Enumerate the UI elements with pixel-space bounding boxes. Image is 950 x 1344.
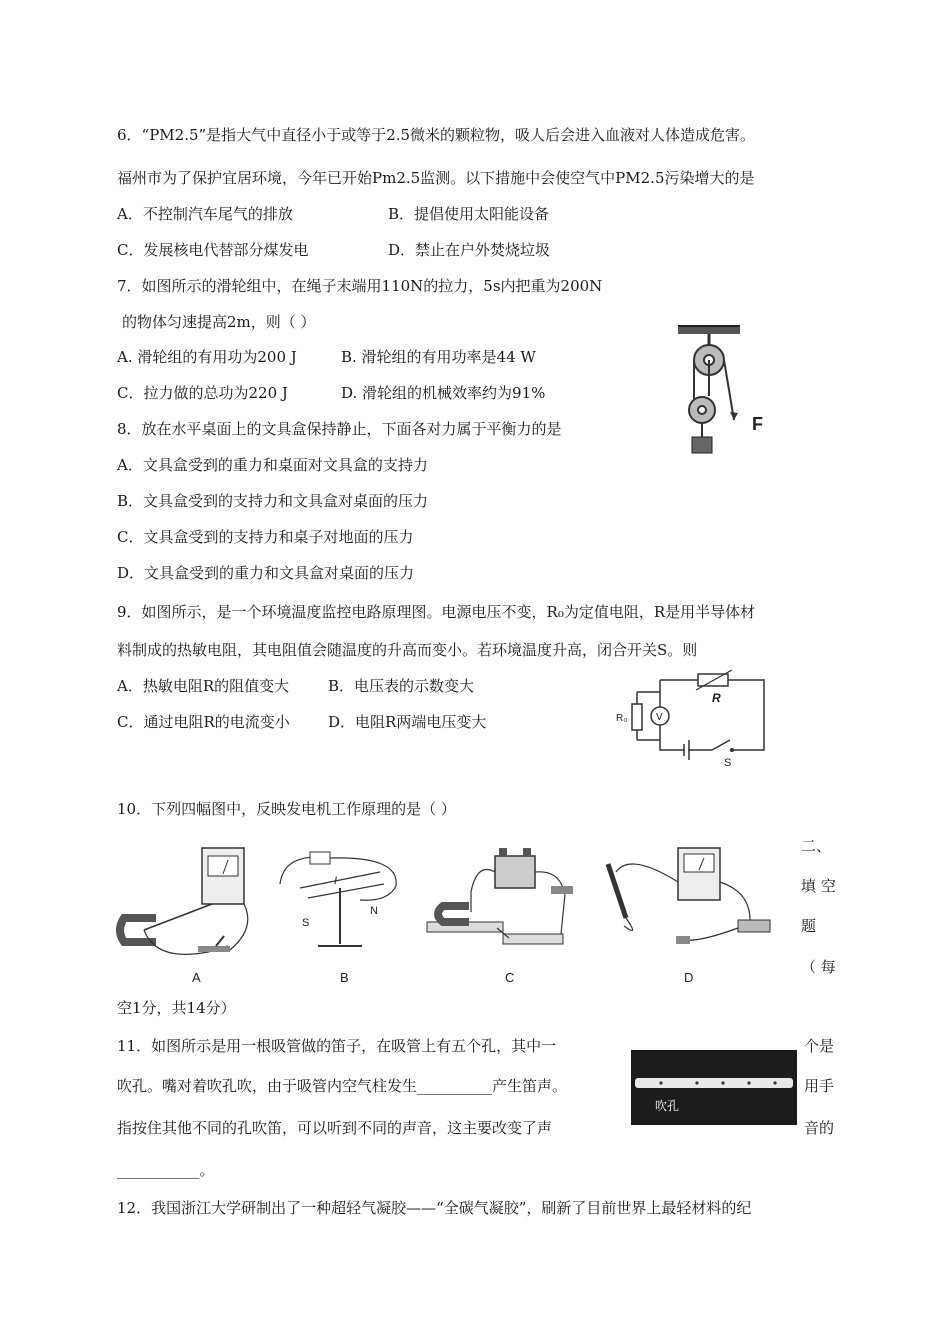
q10-figure-c xyxy=(425,842,595,990)
q6-stem-line1: 6．“PM2.5”是指大气中直径小于或等于2.5微米的颗粒物，吸人后会进入血液对人体造成危害。 xyxy=(117,126,756,144)
circuit-figure xyxy=(612,668,772,768)
q11-line3-left: 指按住其他不同的孔吹笛，可以听到不同的声音，这主要改变了声 xyxy=(117,1119,553,1137)
switch-symbol xyxy=(712,740,730,750)
fixed-resistor-symbol xyxy=(632,704,642,730)
q6-option-d: D．禁止在户外焚烧垃圾 xyxy=(388,241,551,259)
q8-option-c: C．文具盒受到的支持力和桌子对地面的压力 xyxy=(117,528,414,546)
q7-option-c: C．拉力做的总功为220 J xyxy=(117,384,288,402)
switch-label: S xyxy=(724,757,732,768)
q11-line2-right: 用手 xyxy=(804,1077,835,1095)
thermistor-label: R xyxy=(712,691,721,705)
q10-stem: 10．下列四幅图中，反映发电机工作原理的是（ ） xyxy=(117,800,456,818)
pulley-figure xyxy=(672,322,782,462)
q11-line4: ___________。 xyxy=(117,1161,215,1179)
q10-label-d: D xyxy=(684,970,694,985)
q10-label-a: A xyxy=(192,970,201,985)
q11-line2-left: 吹孔。嘴对着吹孔吹，由于吸管内空气柱发生__________产生笛声。 xyxy=(117,1077,568,1095)
q6-option-a: A．不控制汽车尾气的排放 xyxy=(117,205,293,223)
q7-stem-line2: 的物体匀速提高2m，则（ ） xyxy=(122,313,316,331)
q9-stem-line2: 料制成的热敏电阻，其电阻值会随温度的升高而变小。若环境温度升高，闭合开关S。则 xyxy=(117,641,698,659)
section2-heading-part2: 填 空 xyxy=(801,877,836,895)
battery-symbol xyxy=(310,852,330,864)
q7-option-d: D. 滑轮组的机械效率约为91% xyxy=(341,384,546,402)
section2-heading-part5: 空1分，共14分） xyxy=(117,999,236,1017)
q10-b-current-label: I xyxy=(334,875,338,887)
q6-stem-line2: 福州市为了保护宜居环境，今年已开始Pm2.5监测。以下措施中会使空气中PM2.5污染增大的是 xyxy=(117,169,755,187)
q8-option-b: B．文具盒受到的支持力和文具盒对桌面的压力 xyxy=(117,492,429,510)
q10-label-c: C xyxy=(505,970,515,985)
q9-stem-line1: 9．如图所示，是一个环境温度监控电路原理图。电源电压不变，R₀为定值电阻，R是用半导体材 xyxy=(117,603,756,621)
flute-photo xyxy=(631,1050,797,1125)
q10-figure-d xyxy=(600,842,790,990)
q12-line1: 12．我国浙江大学研制出了一种超轻气凝胶——“全碳气凝胶”，刷新了目前世界上最轻材料的纪 xyxy=(117,1199,752,1217)
section2-heading-part4: （ 每 xyxy=(801,958,836,976)
q7-option-b: B. 滑轮组的有用功率是44 W xyxy=(341,348,536,366)
q6-option-c: C．发展核电代替部分煤发电 xyxy=(117,241,309,259)
q10-b-north-label: N xyxy=(370,905,378,917)
q8-stem: 8．放在水平桌面上的文具盒保持静止，下面各对力属于平衡力的是 xyxy=(117,420,562,438)
section2-heading-part3: 题 xyxy=(801,917,817,935)
fixed-resistor-label: R₀ xyxy=(616,713,628,724)
voltmeter-label: V xyxy=(656,712,663,723)
q10-label-b: B xyxy=(340,970,349,985)
q7-option-a: A. 滑轮组的有用功为200 J xyxy=(117,348,297,366)
q8-option-a: A．文具盒受到的重力和桌面对文具盒的支持力 xyxy=(117,456,428,474)
q9-option-b: B．电压表的示数变大 xyxy=(328,677,475,695)
q10-b-south-label: S xyxy=(302,917,310,929)
q11-line3-right: 音的 xyxy=(804,1119,835,1137)
q7-stem-line1: 7．如图所示的滑轮组中，在绳子末端用110N的拉力，5s内把重为200N xyxy=(117,277,603,295)
section2-heading-part1: 二、 xyxy=(801,837,832,855)
q11-line1-left: 11．如图所示是用一根吸管做的笛子，在吸管上有五个孔，其中一 xyxy=(117,1037,557,1055)
q10-figure-b xyxy=(270,842,420,990)
q10-figure-a xyxy=(116,842,266,990)
q6-option-b: B．提倡使用太阳能设备 xyxy=(388,205,550,223)
flute-blow-hole-label: 吹孔 xyxy=(655,1099,680,1113)
q11-line1-right: 个是 xyxy=(804,1037,835,1055)
q8-option-d: D．文具盒受到的重力和文具盒对桌面的压力 xyxy=(117,564,415,582)
q9-option-c: C．通过电阻R的电流变小 xyxy=(117,713,290,731)
pulley-force-label: F xyxy=(752,414,763,434)
q9-option-a: A．热敏电阻R的阻值变大 xyxy=(117,677,290,695)
q9-option-d: D．电阻R两端电压变大 xyxy=(328,713,487,731)
